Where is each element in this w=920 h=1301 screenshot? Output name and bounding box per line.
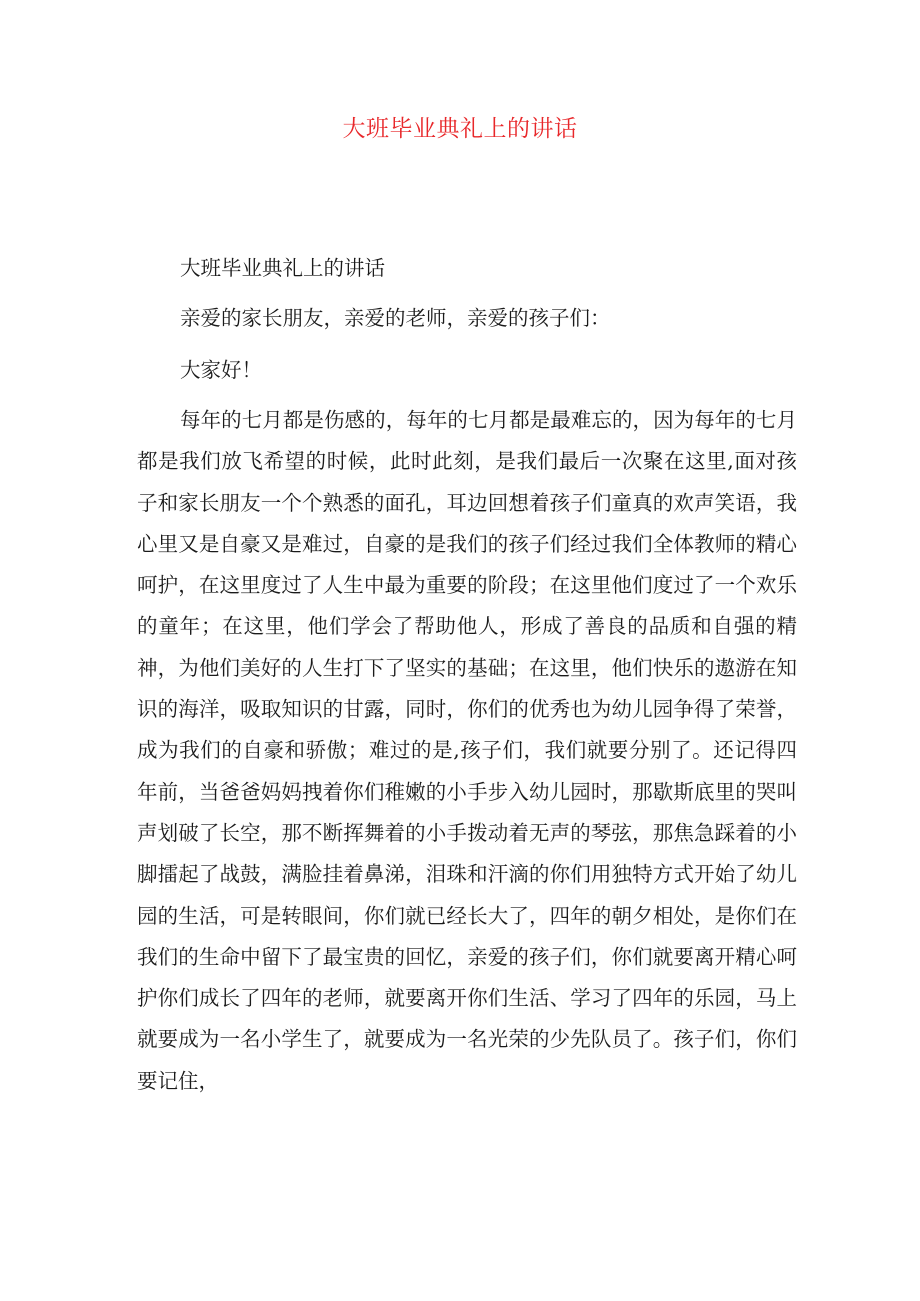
body-paragraph: 每年的七月都是伤感的，每年的七月都是最难忘的，因为每年的七月都是我们放飞希望的时候，此时此刻，是我们最后一次聚在这里,面对孩子和家长朋友一个个熟悉的面孔，耳边回想着孩子们童真的欢声笑语，我心里又是自豪又是难过，自豪的是我们的孩子们经过我们全体教师的精心呵护，在这里度过了人生中最为重要的阶段；在这里他们度过了一个欢乐的童年；在这里，他们学会了帮助他人，形成了善良的品质和自强的精神，为他们美好的人生打下了坚实的基础；在这里，他们快乐的遨游在知识的海洋，吸取知识的甘露，同时，你们的优秀也为幼儿园争得了荣誉，成为我们的自豪和骄傲；难过的是,孩子们，我们就要分别了。还记得四年前，当爸爸妈妈拽着你们稚嫩的小手步入幼儿园时，那歇斯底里的哭叫声划破了长空，那不断挥舞着的小手拨动着无声的琴弦，那焦急踩着的小脚擂起了战鼓，满脸挂着鼻涕，泪珠和汗滴的你们用独特方式开始了幼儿园的生活，可是转眼间，你们就已经长大了，四年的朝夕相处，是你们在我们的生命中留下了最宝贵的回忆，亲爱的孩子们，你们就要离开精心呵护你们成长了四年的老师，就要离开你们生活、学习了四年的乐园，马上就要成为一名小学生了，就要成为一名光荣的少先队员了。孩子们，你们要记住，	[137, 408, 797, 1093]
speech-heading: 大班毕业典礼上的讲话	[180, 256, 385, 280]
salutation: 亲爱的家长朋友，亲爱的老师，亲爱的孩子们：	[180, 306, 611, 330]
greeting: 大家好！	[180, 358, 262, 382]
document-title: 大班毕业典礼上的讲话	[342, 116, 578, 142]
